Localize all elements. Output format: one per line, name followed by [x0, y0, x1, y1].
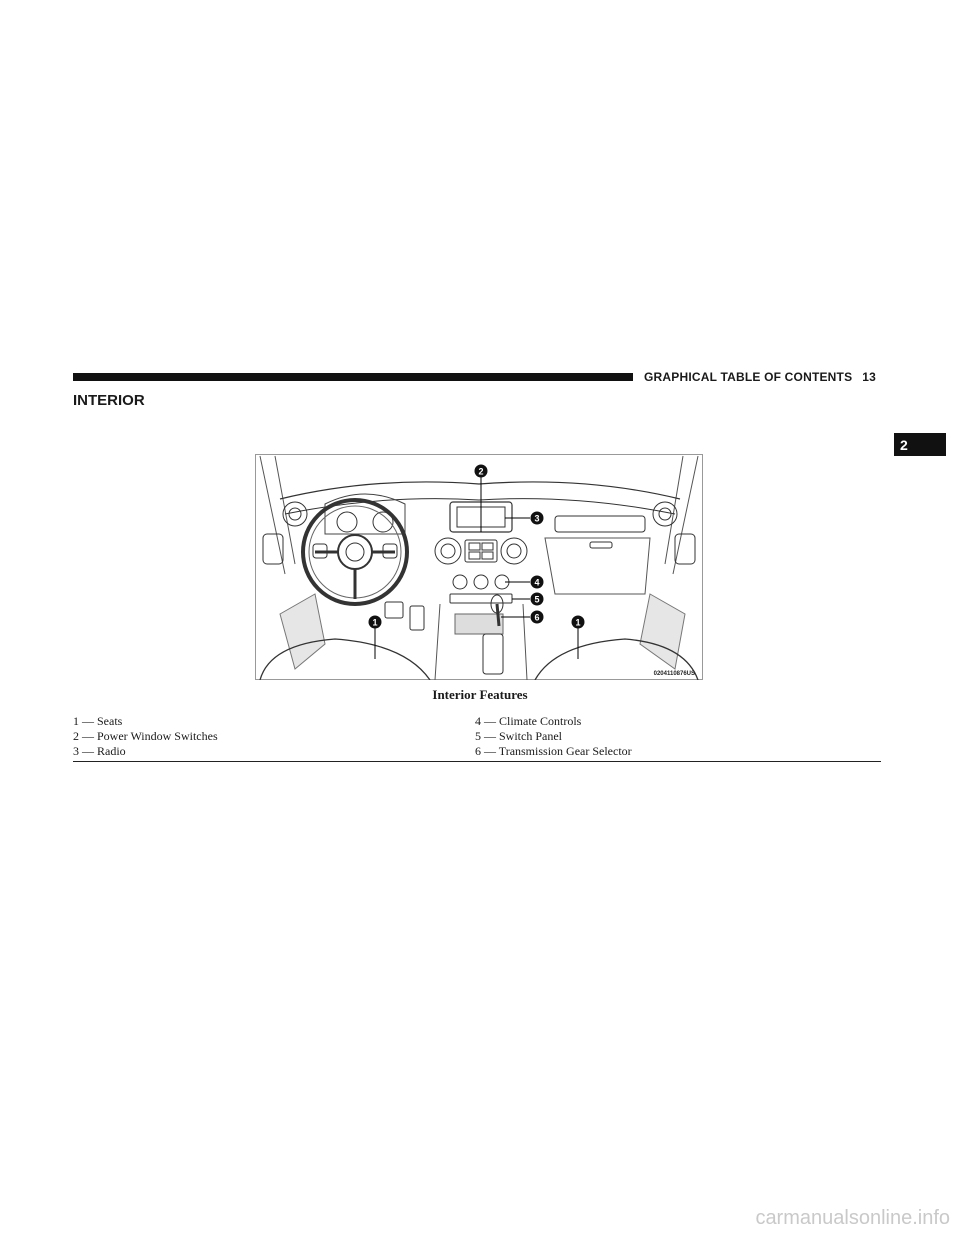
watermark[interactable]: carmanualsonline.info	[755, 1207, 950, 1229]
legend-item: 3 — Radio	[73, 744, 126, 758]
callout-label-1-left: 1	[372, 617, 378, 628]
section-title: INTERIOR	[73, 392, 145, 409]
callout-label-3: 3	[534, 513, 540, 524]
page-number: 13	[862, 370, 877, 384]
legend-item: 6 — Transmission Gear Selector	[475, 744, 632, 758]
legend-item: 1 — Seats	[73, 714, 123, 728]
running-header	[644, 370, 876, 384]
figure-code: 0204110876US	[653, 671, 695, 677]
legend-item: 4 — Climate Controls	[475, 714, 582, 728]
legend-item: 5 — Switch Panel	[475, 729, 562, 743]
figure-caption: Interior Features	[432, 687, 528, 702]
chapter-tab[interactable]: 2	[894, 433, 946, 456]
legend-item: 2 — Power Window Switches	[73, 729, 218, 743]
legend-column-right	[475, 714, 632, 759]
header-rule-bar	[73, 373, 633, 381]
callout-label-1-right: 1	[575, 617, 581, 628]
callout-label-6: 6	[534, 612, 540, 623]
legend-divider	[73, 761, 881, 762]
callout-label-5: 5	[534, 594, 540, 605]
callout-label-2: 2	[478, 466, 484, 477]
running-header-title: GRAPHICAL TABLE OF CONTENTS	[644, 370, 853, 384]
callout-label-4: 4	[534, 577, 540, 588]
interior-illustration	[255, 454, 703, 680]
legend-column-left	[73, 714, 218, 759]
